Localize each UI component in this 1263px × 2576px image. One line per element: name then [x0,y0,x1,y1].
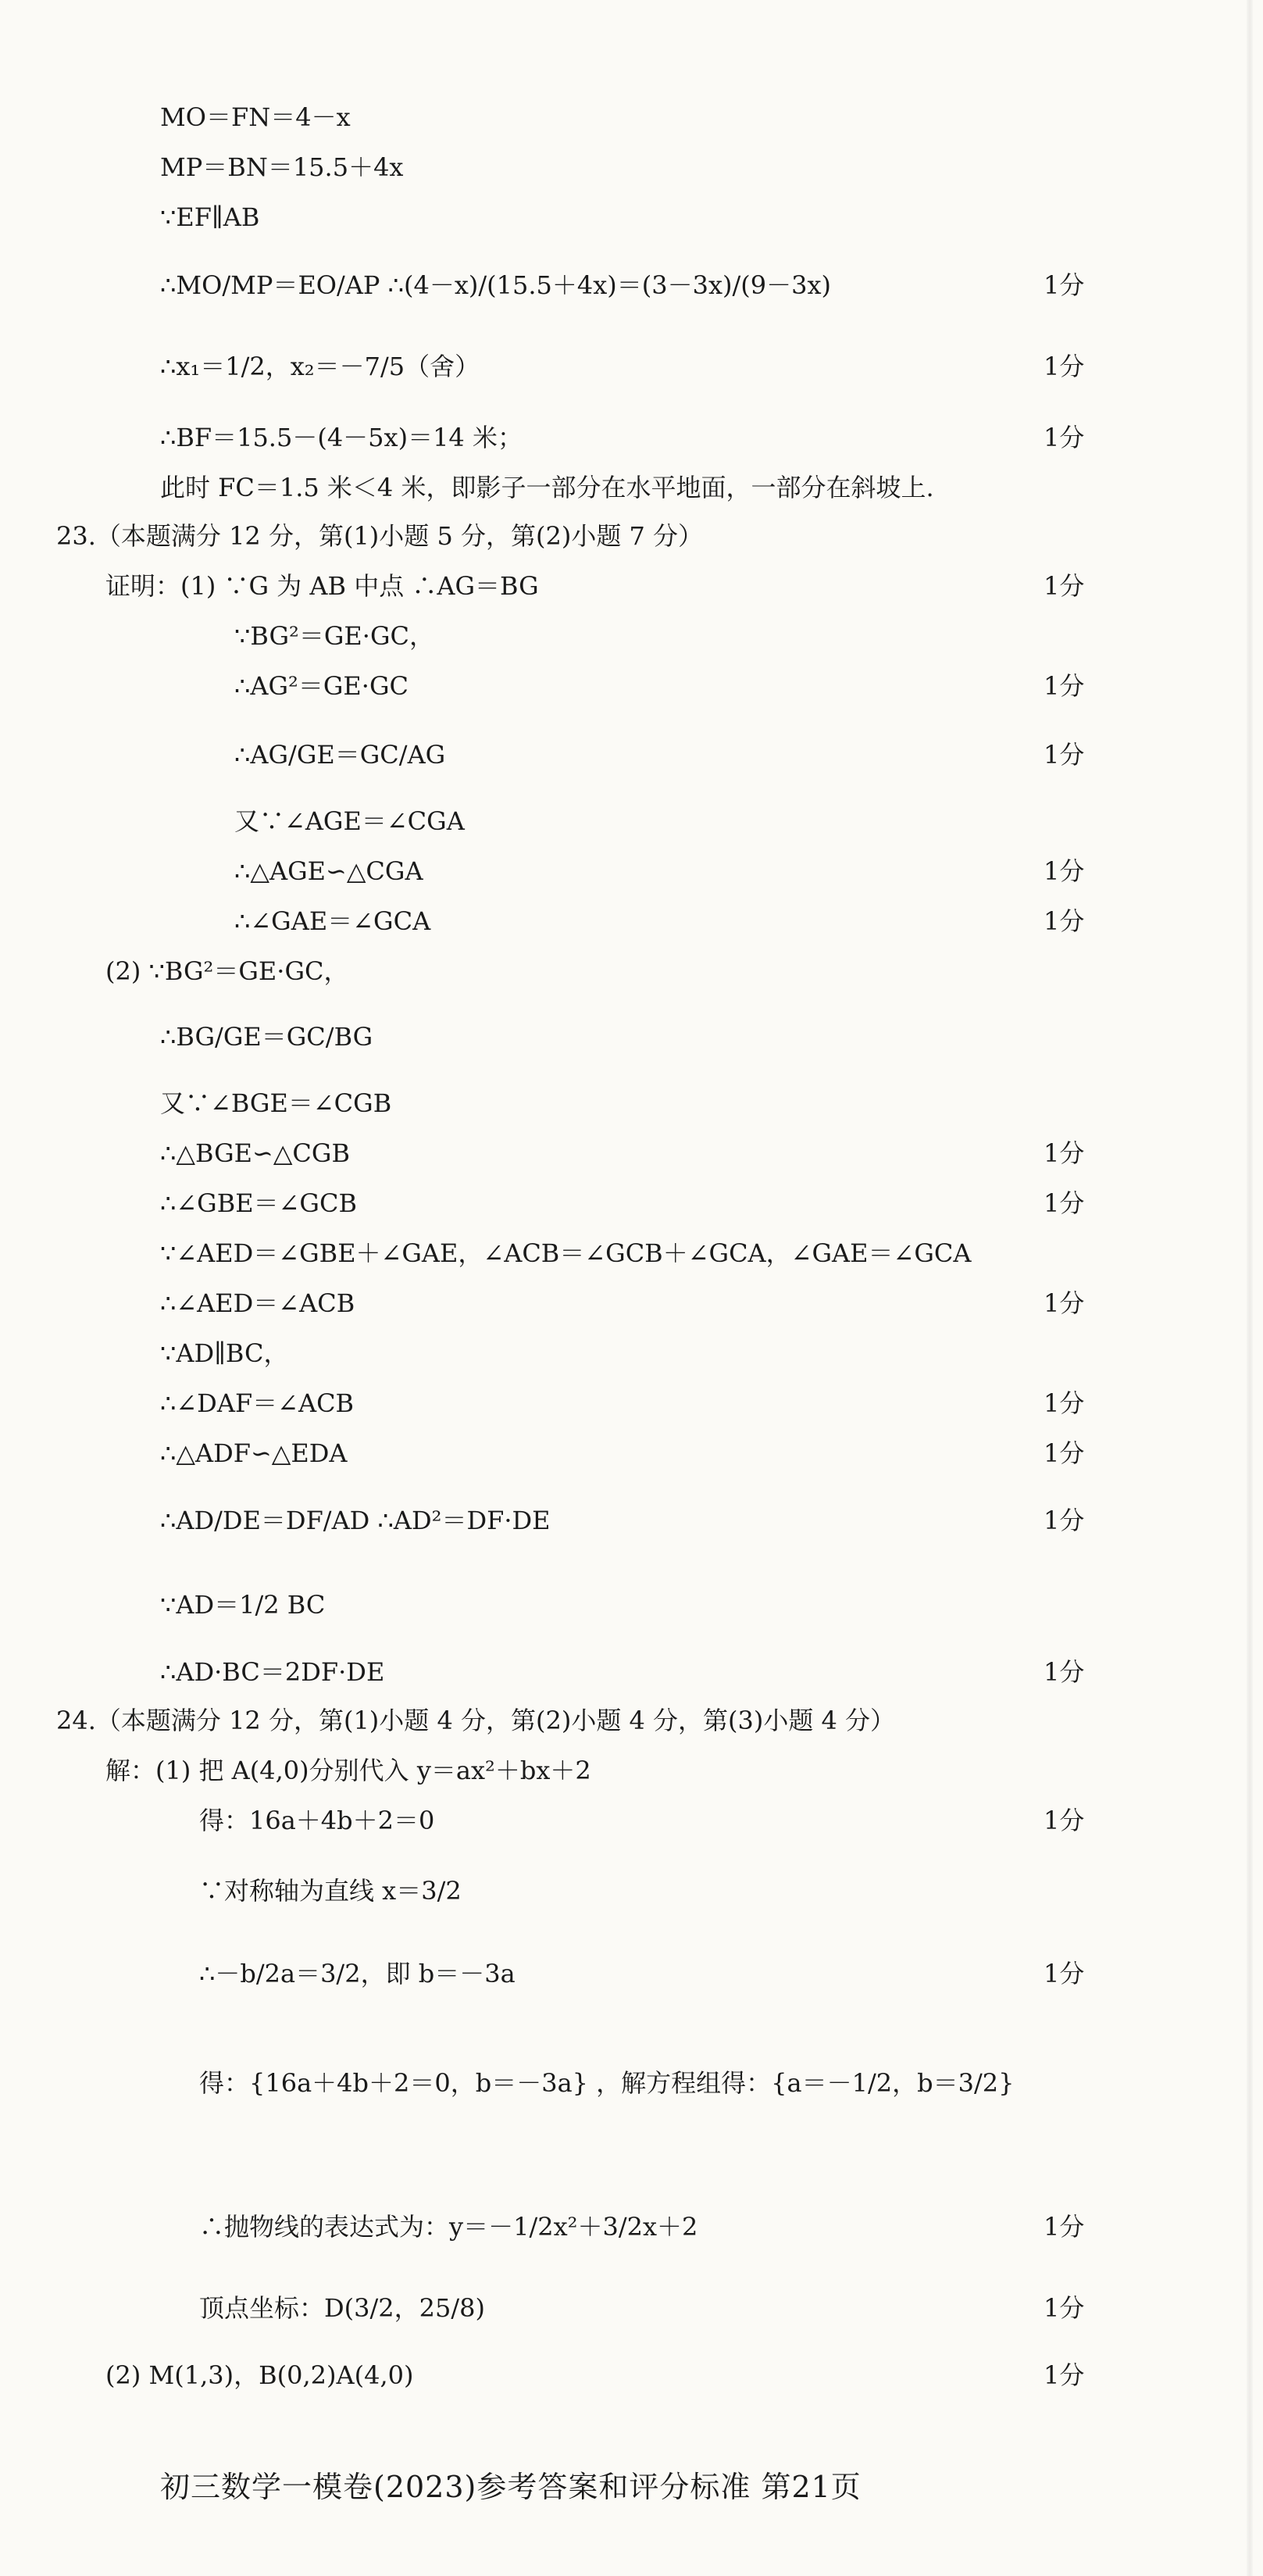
score-mark: 1分 [1044,906,1085,936]
text-line: ∵∠AED＝∠GBE＋∠GAE，∠ACB＝∠GCB＋∠GCA，∠GAE＝∠GCA [160,1238,972,1268]
text-line: ∴AD/DE＝DF/AD ∴AD²＝DF·DE [160,1506,551,1535]
text-line: ∵对称轴为直线 x＝3/2 [199,1876,462,1906]
score-mark: 1分 [1044,1959,1085,1988]
question-heading: 24.（本题满分 12 分，第(1)小题 4 分，第(2)小题 4 分，第(3)小题 4 分） [56,1706,896,1735]
text-line: ∵EF∥AB [160,202,260,232]
text-line: 又∵∠AGE＝∠CGA [234,806,465,836]
score-mark: 1分 [1044,671,1085,701]
score-mark: 1分 [1044,1506,1085,1535]
score-mark: 1分 [1044,423,1085,452]
text-line: 顶点坐标：D(3/2，25/8) [199,2293,485,2323]
score-mark: 1分 [1044,1657,1085,1687]
text-line: 又∵∠BGE＝∠CGB [160,1088,392,1118]
text-line: ∴x₁＝1/2，x₂＝－7/5（舍） [160,352,480,381]
text-line: (2) ∵BG²＝GE·GC， [105,956,349,986]
text-line: ∴△BGE∽△CGB [160,1138,350,1168]
text-line: 此时 FC＝1.5 米＜4 米，即影子一部分在水平地面，一部分在斜坡上. [160,473,934,502]
text-line: (2) M(1,3)，B(0,2)A(4,0) [105,2360,414,2390]
score-mark: 1分 [1044,740,1085,770]
score-mark: 1分 [1044,571,1085,601]
score-mark: 1分 [1044,856,1085,886]
score-mark: 1分 [1044,270,1085,300]
score-mark: 1分 [1044,1388,1085,1418]
score-mark: 1分 [1044,1806,1085,1835]
text-line: ∴抛物线的表达式为：y＝－1/2x²＋3/2x＋2 [199,2212,698,2242]
text-line: ∴∠AED＝∠ACB [160,1288,355,1318]
text-line: ∵AD∥BC， [160,1338,289,1368]
page-crease [1247,0,1253,2576]
text-line: 证明：(1) ∵G 为 AB 中点 ∴AG＝BG [105,571,539,601]
page-footer: 初三数学一模卷(2023)参考答案和评分标准 第21页 [160,2470,862,2504]
score-mark: 1分 [1044,352,1085,381]
text-line: ∴BG/GE＝GC/BG [160,1022,373,1052]
text-line: ∴MO/MP＝EO/AP ∴(4－x)/(15.5＋4x)＝(3－3x)/(9－3x) [160,270,832,300]
score-mark: 1分 [1044,2293,1085,2323]
text-line: MO＝FN＝4－x [160,102,351,132]
text-line: ∴AG²＝GE·GC [234,671,409,701]
text-line: ∴∠DAF＝∠ACB [160,1388,355,1418]
score-mark: 1分 [1044,1288,1085,1318]
text-line: ∴BF＝15.5－(4－5x)＝14 米； [160,423,523,452]
text-line: ∴△AGE∽△CGA [234,856,423,886]
text-line: ∴AG/GE＝GC/AG [234,740,446,770]
text-line: 得：{16a＋4b＋2＝0，b＝－3a} ，解方程组得：{a＝－1/2，b＝3/2} [199,2068,1015,2098]
score-mark: 1分 [1044,1438,1085,1468]
score-mark: 1分 [1044,1188,1085,1218]
question-heading: 23.（本题满分 12 分，第(1)小题 5 分，第(2)小题 7 分） [56,521,704,551]
text-line: MP＝BN＝15.5＋4x [160,152,404,182]
text-line: ∴－b/2a＝3/2，即 b＝－3a [199,1959,516,1988]
text-line: ∴△ADF∽△EDA [160,1438,348,1468]
text-line: ∴∠GBE＝∠GCB [160,1188,357,1218]
score-mark: 1分 [1044,1138,1085,1168]
text-line: ∴AD·BC＝2DF·DE [160,1657,385,1687]
text-line: ∵AD＝1/2 BC [160,1590,326,1620]
text-line: ∵BG²＝GE·GC， [234,621,435,651]
text-line: 得：16a＋4b＋2＝0 [199,1806,435,1835]
score-mark: 1分 [1044,2360,1085,2390]
text-line: ∴∠GAE＝∠GCA [234,906,431,936]
text-line: 解：(1) 把 A(4,0)分别代入 y＝ax²＋bx＋2 [105,1756,591,1785]
score-mark: 1分 [1044,2212,1085,2242]
